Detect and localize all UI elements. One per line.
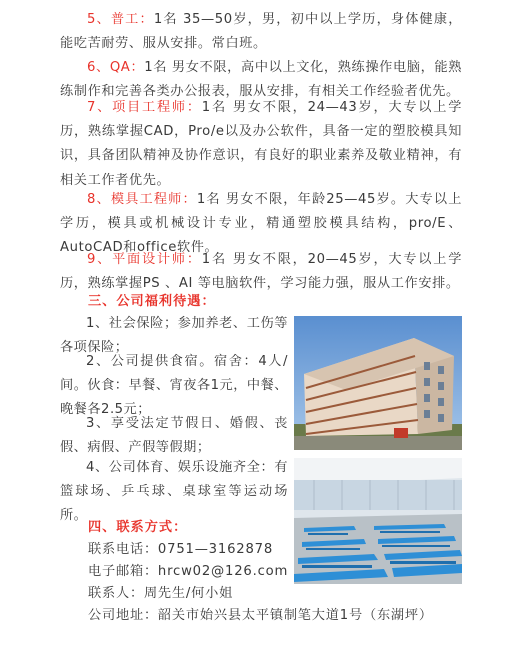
job-title: 8、模具工程师： [87,192,197,207]
benefit-item: 2、公司提供食宿。宿舍：4人/间。伙食：早餐、宵夜各1元，中餐、晚餐各2.5元； [60,354,288,418]
job-title: 9、平面设计师： [87,252,202,267]
canteen-photo [294,458,462,584]
contact-email: 电子邮箱：hrcw02@126.com [88,564,289,579]
job-desc: 1名 男女不限，20—45岁，大专以上学历，熟练掌握PS 、AI 等电脑软件，学习能力强，服从工作安排。 [60,252,462,292]
job-title: 7、项目工程师： [87,100,202,115]
job-desc: 1名 男女不限，高中以上文化，熟练操作电脑，能熟练制作和完善各类办公报表，服从安排，有相关工作经验者优先。 [60,60,462,100]
job-item-7 [60,96,462,193]
contact-heading: 四、联系方式： [88,520,188,535]
job-desc: 1名 男女不限，年龄25—45岁。大专以上学历，模具或机械设计专业，精通塑胶模具结构，pro/E、AutoCAD和office软件。 [60,192,462,256]
contact-phone: 联系电话：0751—3162878 [88,542,274,557]
job-desc: 1名 35—50岁，男，初中以上学历，身体健康，能吃苦耐劳、服从安排。常白班。 [60,12,463,52]
job-title: 5、普工： [87,12,154,27]
benefit-item: 1、社会保险；参加养老、工伤等各项保险； [60,316,288,356]
benefits-heading: 三、公司福利待遇： [88,294,216,309]
job-desc: 1名 男女不限，24—43岁，大专以上学历，熟练掌握CAD，Pro/e以及办公软件，具备一定的塑胶模具知识，具备团队精神及协作意识，有良好的职业素养及敬业精神，有相关工作者优先。 [60,100,462,188]
benefit-item: 3、享受法定节假日、婚假、丧假、病假、产假等假期； [60,416,288,456]
dormitory-building-photo [294,316,462,450]
job-title: 6、QA： [87,60,145,75]
benefit-item: 4、公司体育、娱乐设施齐全：有篮球场、乒乓球、桌球室等运动场所。 [60,460,288,524]
job-item-5 [60,8,462,56]
contact-person: 联系人：周先生/何小姐 [88,586,234,601]
contact-address: 公司地址：韶关市始兴县太平镇制笔大道1号（东湖坪） [88,608,433,623]
